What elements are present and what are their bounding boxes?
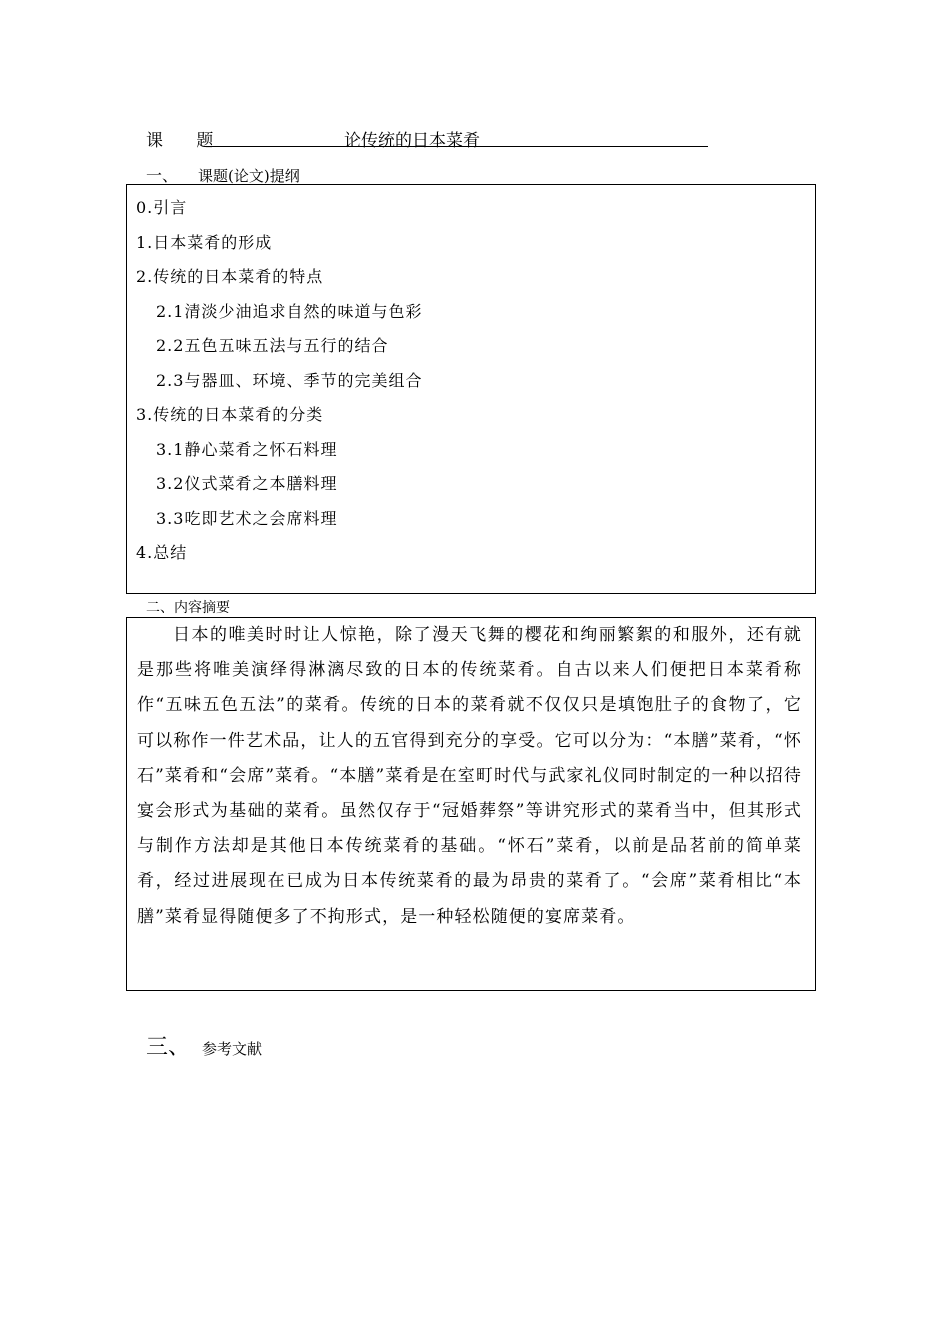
title-row [146,124,726,152]
outline-item: 1.日本菜肴的形成 [136,232,273,252]
abstract-box [126,617,816,991]
outline-item: 3.1静心菜肴之怀石料理 [156,439,338,459]
outline-list [127,185,815,571]
abstract-text: 日本的唯美时时让人惊艳，除了漫天飞舞的樱花和绚丽繁絮的和服外，还有就是那些将唯美演绎得淋漓尽致的日本的传统菜肴。自古以来人们便把日本菜肴称作“五味五色五法”的菜肴。传统的日本的菜肴就不仅仅只是填饱肚子的食物了，它可以称作一件艺术品，让人的五官得到充分的享受。它可以分为：“本膳”菜肴，“怀石”菜肴和“会席”菜肴。“本膳”菜肴是在室町时代与武家礼仪同时制定的一种以招待宴会形式为基础的菜肴。虽然仅存于“冠婚葬祭”等讲究形式的菜肴当中，但其形式与制作方法却是其他日本传统菜肴的基础。“怀石”菜肴，以前是品茗前的简单菜肴，经过进展现在已成为日本传统菜肴的最为昂贵的菜肴了。“会席”菜肴相比“本膳”菜肴显得随便多了不拘形式，是一种轻松随便的宴席菜肴。 [137,625,802,927]
outline-item: 4.总结 [136,543,188,562]
outline-item: 3.传统的日本菜肴的分类 [136,405,324,424]
section-outline-heading [146,163,300,186]
section-number: 三、 [146,1035,191,1060]
outline-box [126,184,816,594]
outline-item: 2.3与器皿、环境、季节的完美组合 [156,370,423,390]
title-label: 课 题 [146,131,228,151]
page-title: 论传统的日本菜肴 [344,131,480,151]
outline-item: 3.3吃即艺术之会席料理 [156,508,338,528]
outline-item: 0.引言 [136,198,188,217]
outline-item: 2.1清淡少油追求自然的味道与色彩 [156,301,423,321]
outline-item: 2.传统的日本菜肴的特点 [136,267,324,286]
outline-item: 3.2仪式菜肴之本膳料理 [156,474,338,493]
section-abstract-heading: 二、内容摘要 [146,600,230,616]
section-title: 课题(论文)提纲 [198,167,300,185]
section-references-heading [146,1030,262,1061]
outline-item: 2.2五色五味五法与五行的结合 [156,336,389,355]
section-title: 参考文献 [202,1040,263,1058]
section-number: 一、 [146,166,179,185]
